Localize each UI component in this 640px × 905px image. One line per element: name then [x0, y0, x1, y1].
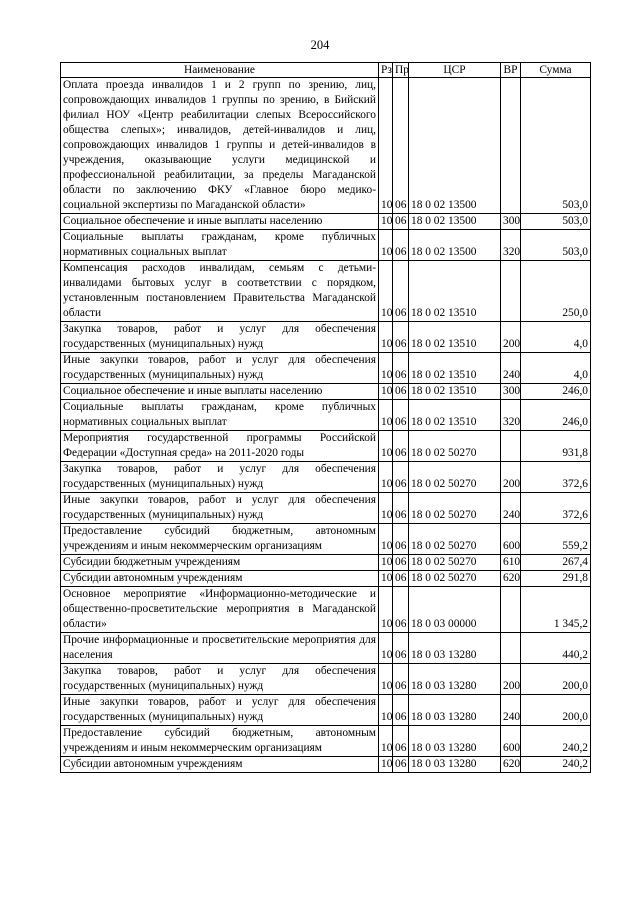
row-vr: 200: [501, 664, 521, 695]
row-rz: 10: [379, 384, 393, 400]
table-row: [61, 384, 591, 400]
row-vr: 320: [501, 230, 521, 261]
row-rz: 10: [379, 493, 393, 524]
table-row: [61, 633, 591, 664]
row-rz: 10: [379, 587, 393, 633]
row-sum: 1 345,2: [521, 587, 591, 633]
table-row: [61, 353, 591, 384]
header-rz: Рз: [379, 63, 393, 78]
row-name: Закупка товаров, работ и услуг для обеспечения государственных (муниципальных) нужд: [61, 664, 379, 695]
row-sum: 4,0: [521, 322, 591, 353]
row-name: Социальные выплаты гражданам, кроме публичных нормативных социальных выплат: [61, 230, 379, 261]
row-pr: 06: [393, 726, 409, 757]
row-csr: 18 0 02 50270: [409, 431, 501, 462]
row-csr: 18 0 02 13510: [409, 353, 501, 384]
row-name: Закупка товаров, работ и услуг для обеспечения государственных (муниципальных) нужд: [61, 322, 379, 353]
table-row: [61, 214, 591, 230]
table-row: [61, 322, 591, 353]
row-csr: 18 0 02 50270: [409, 524, 501, 555]
table-row: [61, 431, 591, 462]
row-vr: 240: [501, 695, 521, 726]
row-csr: 18 0 02 13500: [409, 78, 501, 214]
row-pr: 06: [393, 555, 409, 571]
table-row: [61, 555, 591, 571]
header-vr: ВР: [501, 63, 521, 78]
row-pr: 06: [393, 261, 409, 322]
row-pr: 06: [393, 384, 409, 400]
row-rz: 10: [379, 462, 393, 493]
row-sum: 372,6: [521, 493, 591, 524]
row-pr: 06: [393, 78, 409, 214]
row-vr: [501, 431, 521, 462]
row-sum: 267,4: [521, 555, 591, 571]
row-pr: 06: [393, 524, 409, 555]
header-pr: Пр: [393, 63, 409, 78]
row-csr: 18 0 03 13280: [409, 726, 501, 757]
row-name: Предоставление субсидий бюджетным, автономным учреждениям и иным некоммерческим организациям: [61, 524, 379, 555]
row-sum: 246,0: [521, 384, 591, 400]
row-sum: 200,0: [521, 695, 591, 726]
row-name: Социальное обеспечение и иные выплаты населению: [61, 384, 379, 400]
row-vr: 600: [501, 524, 521, 555]
row-name: Мероприятия государственной программы Российской Федерации «Доступная среда» на 2011-2020 годы: [61, 431, 379, 462]
row-rz: 10: [379, 571, 393, 587]
row-sum: 4,0: [521, 353, 591, 384]
row-vr: 620: [501, 571, 521, 587]
row-rz: 10: [379, 230, 393, 261]
row-name: Субсидии автономным учреждениям: [61, 757, 379, 773]
page-number: 204: [310, 38, 330, 52]
row-name: Иные закупки товаров, работ и услуг для обеспечения государственных (муниципальных) нужд: [61, 353, 379, 384]
row-vr: [501, 633, 521, 664]
row-rz: 10: [379, 353, 393, 384]
row-csr: 18 0 03 13280: [409, 633, 501, 664]
row-name: Предоставление субсидий бюджетным, автономным учреждениям и иным некоммерческим организациям: [61, 726, 379, 757]
row-csr: 18 0 03 13280: [409, 664, 501, 695]
row-csr: 18 0 02 50270: [409, 555, 501, 571]
header-csr: ЦСР: [409, 63, 501, 78]
row-csr: 18 0 02 50270: [409, 493, 501, 524]
row-sum: 372,6: [521, 462, 591, 493]
row-csr: 18 0 02 13510: [409, 322, 501, 353]
table-row: [61, 493, 591, 524]
row-vr: 300: [501, 214, 521, 230]
row-sum: 503,0: [521, 230, 591, 261]
row-sum: 559,2: [521, 524, 591, 555]
row-rz: 10: [379, 400, 393, 431]
row-csr: 18 0 02 13500: [409, 214, 501, 230]
row-pr: 06: [393, 757, 409, 773]
row-csr: 18 0 02 13500: [409, 230, 501, 261]
row-rz: 10: [379, 555, 393, 571]
table-row: [61, 664, 591, 695]
row-pr: 06: [393, 353, 409, 384]
row-vr: 200: [501, 322, 521, 353]
row-pr: 06: [393, 664, 409, 695]
row-sum: 291,8: [521, 571, 591, 587]
table-header-row: [61, 63, 591, 78]
row-sum: 240,2: [521, 726, 591, 757]
row-pr: 06: [393, 322, 409, 353]
row-vr: [501, 78, 521, 214]
row-vr: 240: [501, 493, 521, 524]
table-row: [61, 757, 591, 773]
row-rz: 10: [379, 726, 393, 757]
row-sum: 246,0: [521, 400, 591, 431]
row-csr: 18 0 03 13280: [409, 695, 501, 726]
row-sum: 250,0: [521, 261, 591, 322]
row-rz: 10: [379, 261, 393, 322]
row-vr: 300: [501, 384, 521, 400]
table-row: [61, 587, 591, 633]
row-sum: 503,0: [521, 78, 591, 214]
row-name: Оплата проезда инвалидов 1 и 2 групп по зрению, лиц, сопровождающих инвалидов 1 группы по зрению, в Бийский филиал НОУ «Центр реабилитации слепых Всероссийского общества слепых»; инвалидов, детей-инвалидов и лиц, сопровождающих инвалидов 1 группы и детей-инвалидов в учреждения, оказывающие услуги медицинской и профессиональной реабилитации, за пределы Магаданской области по заключению ФКУ «Главное бюро медико-социальной экспертизы по Магаданской области»: [61, 78, 379, 214]
row-name: Иные закупки товаров, работ и услуг для обеспечения государственных (муниципальных) нужд: [61, 493, 379, 524]
row-rz: 10: [379, 214, 393, 230]
row-pr: 06: [393, 633, 409, 664]
row-vr: [501, 261, 521, 322]
table-body: [61, 78, 591, 773]
table-row: [61, 261, 591, 322]
row-rz: 10: [379, 431, 393, 462]
row-csr: 18 0 03 13280: [409, 757, 501, 773]
row-name: Прочие информационные и просветительские мероприятия для населения: [61, 633, 379, 664]
row-name: Компенсация расходов инвалидам, семьям с детьми-инвалидами бытовых услуг в соответствии с порядком, установленным постановлением Правительства Магаданской области: [61, 261, 379, 322]
row-name: Социальное обеспечение и иные выплаты населению: [61, 214, 379, 230]
row-rz: 10: [379, 322, 393, 353]
row-rz: 10: [379, 524, 393, 555]
row-csr: 18 0 02 13510: [409, 384, 501, 400]
row-vr: 240: [501, 353, 521, 384]
row-sum: 931,8: [521, 431, 591, 462]
table-row: [61, 524, 591, 555]
row-csr: 18 0 02 50270: [409, 462, 501, 493]
row-pr: 06: [393, 431, 409, 462]
row-pr: 06: [393, 695, 409, 726]
table-row: [61, 726, 591, 757]
table-row: [61, 571, 591, 587]
row-vr: 200: [501, 462, 521, 493]
table-row: [61, 230, 591, 261]
row-pr: 06: [393, 214, 409, 230]
row-pr: 06: [393, 230, 409, 261]
row-csr: 18 0 03 00000: [409, 587, 501, 633]
row-vr: 610: [501, 555, 521, 571]
row-sum: 240,2: [521, 757, 591, 773]
row-rz: 10: [379, 757, 393, 773]
row-name: Закупка товаров, работ и услуг для обеспечения государственных (муниципальных) нужд: [61, 462, 379, 493]
row-name: Иные закупки товаров, работ и услуг для обеспечения государственных (муниципальных) нужд: [61, 695, 379, 726]
row-sum: 200,0: [521, 664, 591, 695]
row-name: Субсидии автономным учреждениям: [61, 571, 379, 587]
row-pr: 06: [393, 400, 409, 431]
table-row: [61, 78, 591, 214]
row-rz: 10: [379, 633, 393, 664]
row-sum: 503,0: [521, 214, 591, 230]
row-rz: 10: [379, 664, 393, 695]
header-sum: Сумма: [521, 63, 591, 78]
row-csr: 18 0 02 50270: [409, 571, 501, 587]
row-pr: 06: [393, 571, 409, 587]
header-name: Наименование: [61, 63, 379, 78]
row-rz: 10: [379, 78, 393, 214]
row-sum: 440,2: [521, 633, 591, 664]
table-row: [61, 695, 591, 726]
row-name: Социальные выплаты гражданам, кроме публичных нормативных социальных выплат: [61, 400, 379, 431]
row-name: Субсидии бюджетным учреждениям: [61, 555, 379, 571]
row-csr: 18 0 02 13510: [409, 400, 501, 431]
row-pr: 06: [393, 493, 409, 524]
row-pr: 06: [393, 462, 409, 493]
row-name: Основное мероприятие «Информационно-методические и общественно-просветительские мероприятия в Магаданской области»: [61, 587, 379, 633]
row-pr: 06: [393, 587, 409, 633]
row-vr: [501, 587, 521, 633]
row-vr: 600: [501, 726, 521, 757]
budget-table: [60, 62, 591, 773]
row-rz: 10: [379, 695, 393, 726]
table-row: [61, 400, 591, 431]
row-csr: 18 0 02 13510: [409, 261, 501, 322]
table-row: [61, 462, 591, 493]
row-vr: 620: [501, 757, 521, 773]
row-vr: 320: [501, 400, 521, 431]
